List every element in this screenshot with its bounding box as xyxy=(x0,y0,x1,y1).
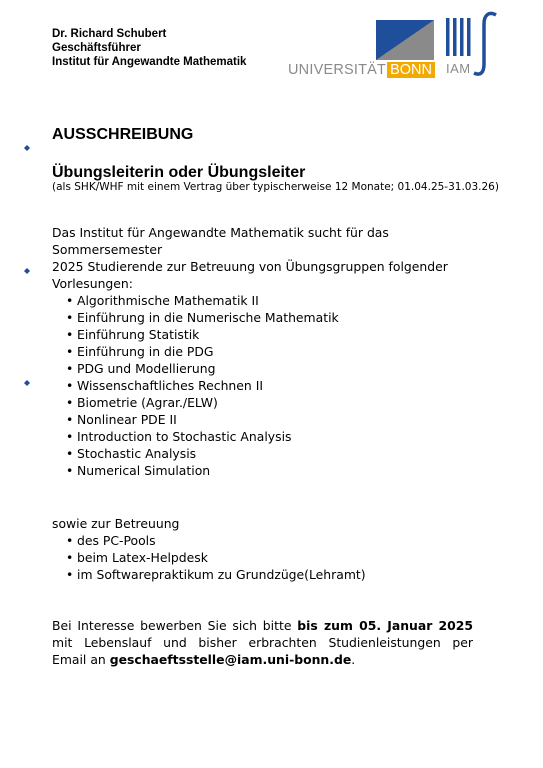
list-item: • Einführung Statistik xyxy=(66,326,339,343)
intro-line: Vorlesungen: xyxy=(52,276,133,291)
university-logo-text xyxy=(288,62,435,78)
page-title: AUSSCHREIBUNG xyxy=(52,126,194,143)
margin-marker-icon xyxy=(24,380,30,386)
contract-note: (als SHK/WHF mit einem Vertrag über typischerweise 12 Monate; 01.04.25-31.03.26) xyxy=(52,181,499,193)
university-word: UNIVERSITÄT xyxy=(288,62,387,78)
sender-name: Dr. Richard Schubert xyxy=(52,28,167,40)
list-item: • Algorithmische Mathematik II xyxy=(66,292,339,309)
closing-paragraph xyxy=(52,617,473,668)
closing-text: Bei Interesse bewerben Sie sich bitte xyxy=(52,618,298,633)
intro-paragraph xyxy=(52,224,482,292)
university-bonn-logo xyxy=(288,20,434,78)
lecture-list xyxy=(66,292,339,479)
list-item: • Wissenschaftliches Rechnen II xyxy=(66,377,339,394)
margin-marker-icon xyxy=(24,268,30,274)
list-item: • im Softwarepraktikum zu Grundzüge(Lehramt) xyxy=(66,566,366,583)
margin-marker-icon xyxy=(24,145,30,151)
list-item: • Einführung in die PDG xyxy=(66,343,339,360)
list-item: • Numerical Simulation xyxy=(66,462,339,479)
support-list xyxy=(66,532,366,583)
bonn-word: BONN xyxy=(387,62,435,78)
list-item: • des PC-Pools xyxy=(66,532,366,549)
list-item: • Nonlinear PDE II xyxy=(66,411,339,428)
sender-institute: Institut für Angewandte Mathematik xyxy=(52,56,247,68)
support-intro: sowie zur Betreuung xyxy=(52,516,180,531)
university-logo-mark-icon xyxy=(376,20,434,60)
list-item: • PDG und Modellierung xyxy=(66,360,339,377)
closing-text: . xyxy=(351,652,356,667)
list-item: • Biometrie (Agrar./ELW) xyxy=(66,394,339,411)
sender-block xyxy=(52,27,246,69)
iam-logo xyxy=(442,10,502,78)
deadline: bis zum 05. Januar 2025 xyxy=(297,618,473,633)
closing-line xyxy=(52,651,473,668)
iam-word: IAM xyxy=(446,61,471,76)
closing-line: mit Lebenslauf und bisher erbrachten Studienleistungen per xyxy=(52,635,473,650)
intro-line: 2025 Studierende zur Betreuung von Übungsgruppen folgender xyxy=(52,259,448,274)
list-item: • Einführung in die Numerische Mathematik xyxy=(66,309,339,326)
list-item: • beim Latex-Helpdesk xyxy=(66,549,366,566)
closing-text: Email an xyxy=(52,652,110,667)
sender-role: Geschäftsführer xyxy=(52,42,141,54)
list-item: • Introduction to Stochastic Analysis xyxy=(66,428,339,445)
closing-line xyxy=(52,617,473,634)
email-address[interactable]: geschaeftsstelle@iam.uni-bonn.de xyxy=(109,652,352,667)
intro-line: Das Institut für Angewandte Mathematik sucht für das Sommersemester xyxy=(52,225,389,257)
position-title: Übungsleiterin oder Übungsleiter xyxy=(52,164,306,181)
list-item: • Stochastic Analysis xyxy=(66,445,339,462)
